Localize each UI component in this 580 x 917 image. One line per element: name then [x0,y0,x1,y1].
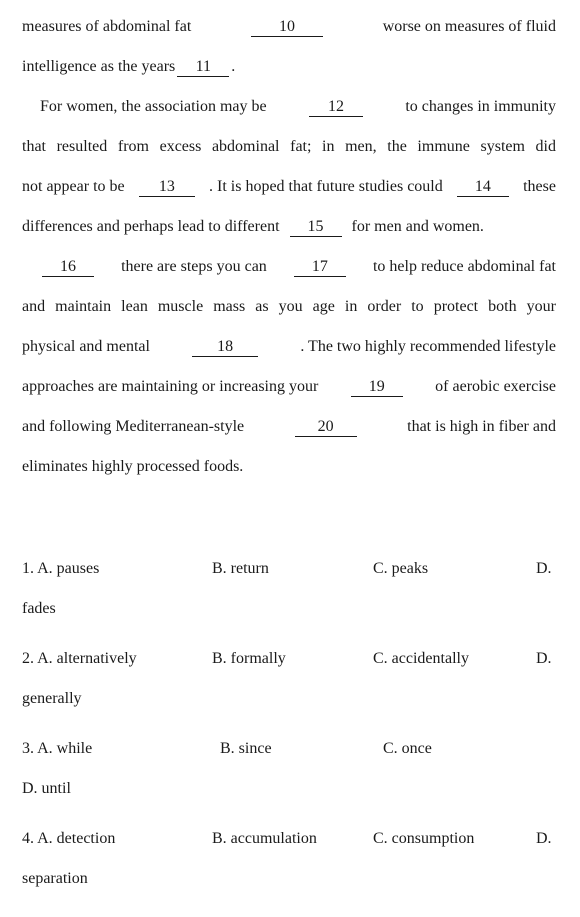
passage-text: . It is hoped that future studies could [209,178,443,195]
passage-text: that resulted from excess abdominal fat; in men, the immune system did [22,138,556,155]
passage-text: there are steps you can [121,258,267,275]
option-b[interactable]: B. return [212,560,269,577]
option-b[interactable]: B. since [220,740,272,757]
passage-line-5 [22,176,556,198]
passage-text: approaches are maintaining or increasing your [22,378,319,395]
passage-line-12 [22,456,556,478]
passage-text: and following Mediterranean-style [22,418,245,435]
blank-16[interactable]: 16 [42,258,94,277]
option-c[interactable]: C. once [383,740,432,757]
option-d[interactable]: D. [536,830,552,847]
passage-line-10 [22,376,556,398]
blank-20[interactable]: 20 [295,418,357,437]
passage-line-2 [22,56,556,78]
blank-14[interactable]: 14 [457,178,509,197]
passage-text: differences and perhaps lead to different [22,218,280,235]
blank-11[interactable]: 11 [177,58,229,77]
option-d-text[interactable]: generally [22,690,82,707]
passage-text: . [231,58,236,75]
passage-text: eliminates highly processed foods. [22,458,244,475]
blank-13[interactable]: 13 [139,178,195,197]
passage-text: and maintain lean muscle mass as you age in order to protect both your [22,298,556,315]
option-a[interactable]: 4. A. detection [22,830,116,847]
passage-line-11 [22,416,556,438]
option-d-text[interactable]: fades [22,600,56,617]
passage-text: to help reduce abdominal fat [372,258,556,275]
passage-line-7 [40,256,556,278]
passage-text: not appear to be [22,178,125,195]
passage-text: physical and mental [22,338,150,355]
passage-line-8 [22,296,556,318]
passage-text: that is high in fiber and [407,418,556,435]
blank-10[interactable]: 10 [251,18,323,37]
option-d[interactable]: D. until [22,780,71,797]
option-a[interactable]: 3. A. while [22,740,93,757]
option-b[interactable]: B. accumulation [212,830,317,847]
passage-text: these [523,178,556,195]
passage-line-3 [40,96,556,118]
passage-line-9 [22,336,556,358]
passage-line-6 [22,216,556,238]
option-d[interactable]: D. [536,560,552,577]
option-c[interactable]: C. accidentally [373,650,469,667]
passage-text: worse on measures of fluid [382,18,556,35]
blank-15[interactable]: 15 [290,218,342,237]
passage-text: for men and women. [351,218,484,235]
option-d-text[interactable]: separation [22,870,88,887]
passage-text: of aerobic exercise [435,378,556,395]
option-c[interactable]: C. consumption [373,830,475,847]
option-b[interactable]: B. formally [212,650,286,667]
blank-17[interactable]: 17 [294,258,346,277]
passage-text: . The two highly recommended lifestyle [300,338,556,355]
passage-text: For women, the association may be [40,98,267,115]
passage-text: intelligence as the years [22,58,176,75]
passage-line-1 [22,16,556,38]
option-c[interactable]: C. peaks [373,560,429,577]
blank-18[interactable]: 18 [192,338,258,357]
blank-19[interactable]: 19 [351,378,403,397]
option-a[interactable]: 2. A. alternatively [22,650,137,667]
passage-text: measures of abdominal fat [22,18,192,35]
passage-text: to changes in immunity [405,98,556,115]
passage-line-4 [22,136,556,158]
option-d[interactable]: D. [536,650,552,667]
blank-12[interactable]: 12 [309,98,363,117]
option-a[interactable]: 1. A. pauses [22,560,100,577]
